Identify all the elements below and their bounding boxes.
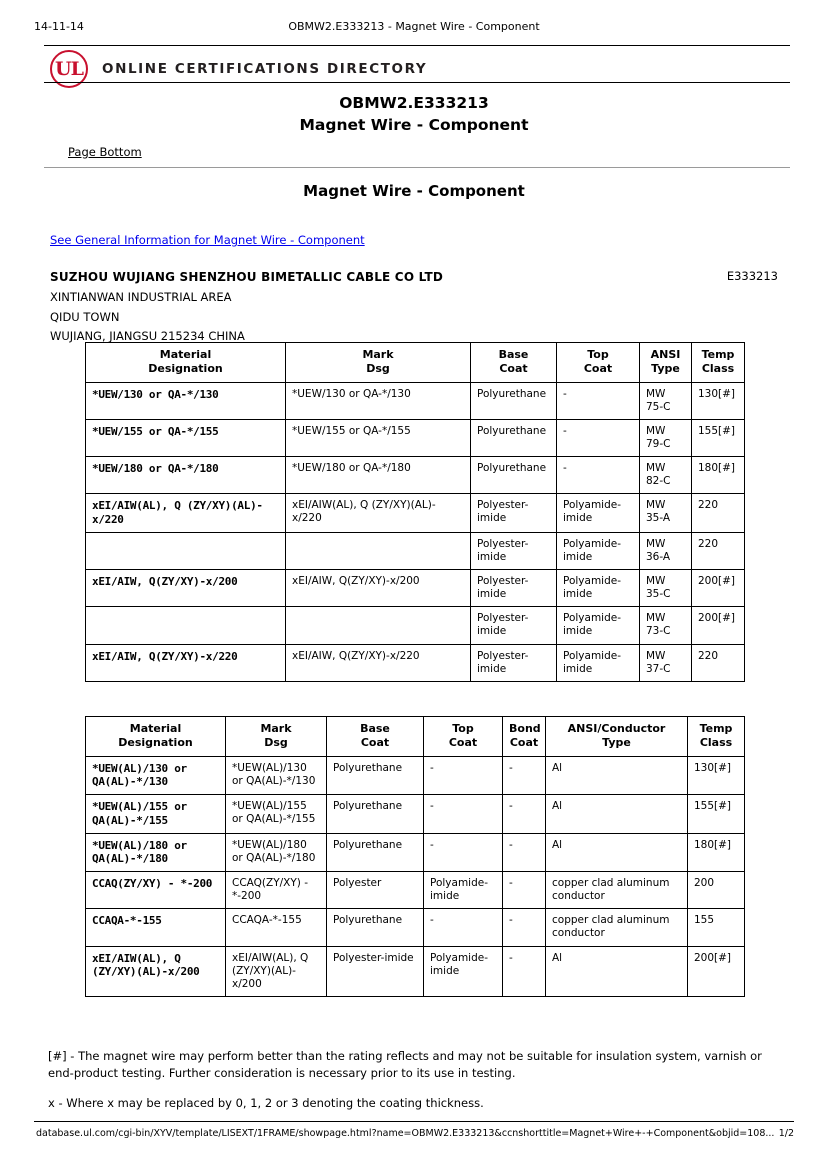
cell-material-designation <box>86 607 286 644</box>
cell-mark-dsg <box>286 532 471 569</box>
print-header <box>34 20 794 33</box>
table-row <box>86 644 745 681</box>
cell-bond-coat: - <box>503 795 546 834</box>
cell-ansi-type: MW 79-C <box>640 419 692 456</box>
cell-material-designation: xEI/AIW, Q(ZY/XY)-x/200 <box>86 570 286 607</box>
cell-temp-class: 220 <box>692 644 745 681</box>
cell-mark-dsg: *UEW(AL)/130 or QA(AL)-*/130 <box>226 756 327 795</box>
cell-ansi-type: MW 75-C <box>640 382 692 419</box>
cell-material-designation: *UEW(AL)/155 or QA(AL)-*/155 <box>86 795 226 834</box>
cell-top-coat: Polyamide-imide <box>557 532 640 569</box>
cell-mark-dsg: *UEW/180 or QA-*/180 <box>286 457 471 494</box>
cell-material-designation: *UEW(AL)/130 or QA(AL)-*/130 <box>86 756 226 795</box>
cell-base-coat: Polyester-imide <box>471 532 557 569</box>
company-address-line2: QIDU TOWN <box>50 309 120 324</box>
cell-mark-dsg: CCAQ(ZY/XY) - *-200 <box>226 872 327 909</box>
cell-mark-dsg: *UEW(AL)/155 or QA(AL)-*/155 <box>226 795 327 834</box>
cell-top-coat: - <box>424 909 503 946</box>
cell-material-designation: CCAQ(ZY/XY) - *-200 <box>86 872 226 909</box>
cell-temp-class: 130[#] <box>692 382 745 419</box>
col-top-coat: Top Coat <box>424 717 503 757</box>
col-material-designation: Material Designation <box>86 717 226 757</box>
cell-bond-coat: - <box>503 833 546 872</box>
cell-base-coat: Polyester-imide <box>471 570 557 607</box>
table-header-row <box>86 343 745 383</box>
cell-material-designation: *UEW/130 or QA-*/130 <box>86 382 286 419</box>
cell-base-coat: Polyurethane <box>327 833 424 872</box>
footer-divider <box>34 1121 794 1122</box>
page-title-line2: Magnet Wire - Component <box>299 116 529 135</box>
cell-ansi-conductor-type: copper clad aluminum conductor <box>546 872 688 909</box>
cell-top-coat: Polyamide-imide <box>424 946 503 996</box>
col-ansi-conductor-type: ANSI/Conductor Type <box>546 717 688 757</box>
section-title: Magnet Wire - Component <box>303 182 525 200</box>
cell-mark-dsg: xEI/AIW(AL), Q (ZY/XY)(AL)-x/200 <box>226 946 327 996</box>
cell-material-designation: *UEW/180 or QA-*/180 <box>86 457 286 494</box>
magnet-wire-table-aluminum <box>85 716 745 997</box>
cell-ansi-conductor-type: Al <box>546 756 688 795</box>
cell-mark-dsg: *UEW/130 or QA-*/130 <box>286 382 471 419</box>
col-base-coat: Base Coat <box>471 343 557 383</box>
col-temp-class: Temp Class <box>688 717 745 757</box>
general-information-link[interactable]: See General Information for Magnet Wire - Component <box>50 233 365 247</box>
cell-material-designation: CCAQA-*-155 <box>86 909 226 946</box>
cell-top-coat: Polyamide-imide <box>424 872 503 909</box>
cell-base-coat: Polyester-imide <box>471 607 557 644</box>
cell-mark-dsg: xEI/AIW, Q(ZY/XY)-x/220 <box>286 644 471 681</box>
col-base-coat: Base Coat <box>327 717 424 757</box>
cell-base-coat: Polyurethane <box>471 382 557 419</box>
cell-ansi-conductor-type: Al <box>546 946 688 996</box>
table-row <box>86 570 745 607</box>
cell-ansi-type: MW 37-C <box>640 644 692 681</box>
cell-bond-coat: - <box>503 909 546 946</box>
table-header-row <box>86 717 745 757</box>
cell-top-coat: - <box>557 419 640 456</box>
col-mark-dsg: Mark Dsg <box>286 343 471 383</box>
cell-temp-class: 220 <box>692 532 745 569</box>
page-title <box>0 92 828 137</box>
cell-mark-dsg: CCAQA-*-155 <box>226 909 327 946</box>
footnotes <box>48 1048 780 1126</box>
table-row <box>86 532 745 569</box>
footer-url: database.ul.com/cgi-bin/XYV/template/LISEXT/1FRAME/showpage.html?name=OBMW2.E333213&ccnshorttitle=Magnet+Wire+-+Component&objid=108... <box>36 1128 775 1139</box>
footnote-hash: [#] - The magnet wire may perform better than the rating reflects and may not be suitable for insulation system, varnish or end-product testing. Further consideration is necessary prior to its use in testing. <box>48 1049 762 1080</box>
cell-top-coat: Polyamide-imide <box>557 570 640 607</box>
cell-temp-class: 200[#] <box>692 570 745 607</box>
cell-base-coat: Polyurethane <box>327 756 424 795</box>
cell-ansi-type: MW 35-A <box>640 494 692 533</box>
page-title-line1: OBMW2.E333213 <box>339 94 489 112</box>
banner-divider <box>44 82 790 83</box>
cell-ansi-conductor-type: Al <box>546 833 688 872</box>
cell-base-coat: Polyester-imide <box>471 644 557 681</box>
file-number: E333213 <box>726 269 778 283</box>
col-ansi-type: ANSI Type <box>640 343 692 383</box>
table-row <box>86 382 745 419</box>
table-row <box>86 833 745 872</box>
cell-temp-class: 155[#] <box>692 419 745 456</box>
link-divider <box>44 167 790 168</box>
table-row <box>86 795 745 834</box>
cell-top-coat: Polyamide-imide <box>557 644 640 681</box>
cell-mark-dsg: xEI/AIW, Q(ZY/XY)-x/200 <box>286 570 471 607</box>
cell-top-coat: Polyamide-imide <box>557 607 640 644</box>
cell-base-coat: Polyurethane <box>327 795 424 834</box>
company-block <box>50 267 778 347</box>
cell-mark-dsg <box>286 607 471 644</box>
cell-bond-coat: - <box>503 946 546 996</box>
table-row <box>86 419 745 456</box>
cell-top-coat: - <box>557 382 640 419</box>
cell-material-designation: xEI/AIW(AL), Q (ZY/XY)(AL)-x/220 <box>86 494 286 533</box>
cell-top-coat: Polyamide-imide <box>557 494 640 533</box>
cell-temp-class: 200[#] <box>688 946 745 996</box>
print-footer <box>36 1128 794 1139</box>
cell-ansi-conductor-type: copper clad aluminum conductor <box>546 909 688 946</box>
col-bond-coat: Bond Coat <box>503 717 546 757</box>
cell-top-coat: - <box>557 457 640 494</box>
directory-title: ONLINE CERTIFICATIONS DIRECTORY <box>102 61 428 77</box>
cell-ansi-conductor-type: Al <box>546 795 688 834</box>
cell-mark-dsg: xEI/AIW(AL), Q (ZY/XY)(AL)-x/220 <box>286 494 471 533</box>
col-temp-class: Temp Class <box>692 343 745 383</box>
footnote-x: x - Where x may be replaced by 0, 1, 2 or 3 denoting the coating thickness. <box>48 1096 484 1111</box>
cell-ansi-type: MW 82-C <box>640 457 692 494</box>
cell-top-coat: - <box>424 795 503 834</box>
cell-temp-class: 220 <box>692 494 745 533</box>
cell-base-coat: Polyurethane <box>471 419 557 456</box>
cell-temp-class: 130[#] <box>688 756 745 795</box>
cell-top-coat: - <box>424 756 503 795</box>
table-row <box>86 494 745 533</box>
cell-temp-class: 180[#] <box>688 833 745 872</box>
cell-material-designation <box>86 532 286 569</box>
cell-temp-class: 155 <box>688 909 745 946</box>
cell-base-coat: Polyurethane <box>327 909 424 946</box>
cell-ansi-type: MW 73-C <box>640 607 692 644</box>
cell-temp-class: 155[#] <box>688 795 745 834</box>
cell-temp-class: 180[#] <box>692 457 745 494</box>
col-material-designation: Material Designation <box>86 343 286 383</box>
cell-temp-class: 200[#] <box>692 607 745 644</box>
company-address-line3: WUJIANG, JIANGSU 215234 CHINA <box>50 329 245 344</box>
table-row <box>86 946 745 996</box>
table-row <box>86 607 745 644</box>
cell-bond-coat: - <box>503 872 546 909</box>
cell-top-coat: - <box>424 833 503 872</box>
header-divider <box>44 45 790 46</box>
cell-mark-dsg: *UEW(AL)/180 or QA(AL)-*/180 <box>226 833 327 872</box>
cell-material-designation: *UEW/155 or QA-*/155 <box>86 419 286 456</box>
table-row <box>86 872 745 909</box>
table-row <box>86 457 745 494</box>
cell-base-coat: Polyurethane <box>471 457 557 494</box>
cell-temp-class: 200 <box>688 872 745 909</box>
footer-page-number: 1/2 <box>778 1128 794 1139</box>
col-top-coat: Top Coat <box>557 343 640 383</box>
company-name: SUZHOU WUJIANG SHENZHOU BIMETALLIC CABLE CO LTD <box>50 270 444 284</box>
cell-base-coat: Polyester <box>327 872 424 909</box>
cell-base-coat: Polyester-imide <box>327 946 424 996</box>
print-document-title: OBMW2.E333213 - Magnet Wire - Component <box>288 20 540 33</box>
magnet-wire-table-copper <box>85 342 745 682</box>
cell-material-designation: xEI/AIW(AL), Q (ZY/XY)(AL)-x/200 <box>86 946 226 996</box>
ul-logo-icon: UL <box>50 50 88 88</box>
cell-ansi-type: MW 35-C <box>640 570 692 607</box>
print-date: 14-11-14 <box>34 20 84 33</box>
cell-base-coat: Polyester-imide <box>471 494 557 533</box>
page-bottom-link[interactable]: Page Bottom <box>68 145 142 159</box>
table-row <box>86 756 745 795</box>
cell-mark-dsg: *UEW/155 or QA-*/155 <box>286 419 471 456</box>
cell-material-designation: xEI/AIW, Q(ZY/XY)-x/220 <box>86 644 286 681</box>
cell-ansi-type: MW 36-A <box>640 532 692 569</box>
company-address-line1: XINTIANWAN INDUSTRIAL AREA <box>50 289 232 304</box>
table-row <box>86 909 745 946</box>
cell-bond-coat: - <box>503 756 546 795</box>
col-mark-dsg: Mark Dsg <box>226 717 327 757</box>
cell-material-designation: *UEW(AL)/180 or QA(AL)-*/180 <box>86 833 226 872</box>
